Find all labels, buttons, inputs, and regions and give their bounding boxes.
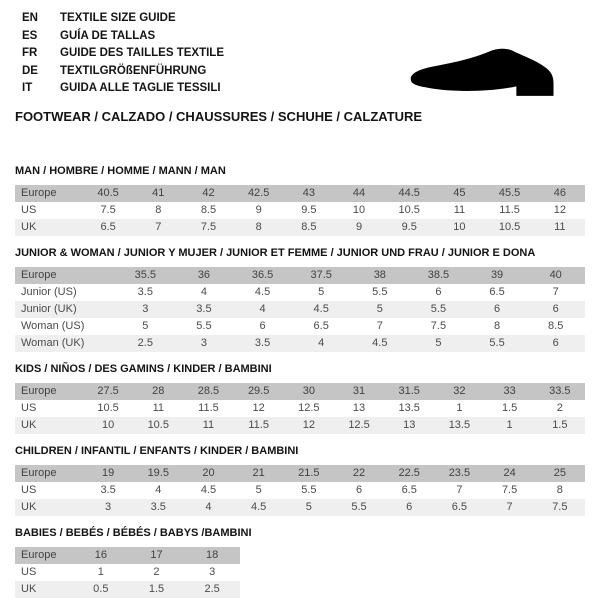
size-cell: 6	[259, 320, 266, 332]
size-cell: 21	[252, 467, 265, 479]
row-label: US	[21, 402, 37, 414]
table-row	[15, 383, 585, 400]
size-cell: 5	[318, 286, 325, 298]
section-title-children: CHILDREN / INFANTIL / ENFANTS / KINDER / BAMBINI	[15, 445, 299, 457]
size-cell: 42.5	[247, 187, 270, 199]
size-cell: 22	[352, 467, 366, 479]
language-code: ES	[22, 29, 38, 42]
language-row	[22, 45, 224, 63]
row-label: UK	[21, 583, 37, 595]
row-label: Woman (US)	[21, 320, 85, 332]
language-row	[22, 28, 224, 46]
size-cell: 13	[352, 402, 366, 414]
size-cell: 8	[556, 484, 563, 496]
size-cell: 1	[506, 419, 513, 431]
size-cell: 7.5	[200, 221, 217, 233]
size-table-children	[15, 465, 585, 516]
size-cell: 6.5	[100, 221, 116, 233]
size-cell: 10.5	[498, 221, 521, 233]
size-cell: 3.5	[196, 303, 212, 315]
size-cell: 9	[355, 221, 363, 233]
size-cell: 5.5	[301, 484, 317, 496]
size-cell: 19.5	[147, 467, 169, 479]
size-cell: 10	[453, 221, 466, 233]
size-table-kids	[15, 383, 585, 434]
size-cell: 3	[105, 501, 112, 513]
language-label: GUIDE DES TAILLES TEXTILE	[60, 47, 224, 60]
size-cell: 10.5	[147, 419, 169, 431]
language-code: FR	[22, 47, 38, 60]
size-cell: 43	[302, 187, 315, 199]
size-cell: 3	[209, 566, 216, 578]
size-cell: 5.5	[489, 337, 505, 349]
size-cell: 10.5	[398, 204, 420, 216]
size-cell: 7.5	[552, 501, 568, 513]
size-cell: 13.5	[448, 419, 471, 431]
size-cell: 7.5	[430, 320, 447, 332]
size-cell: 36	[197, 269, 211, 281]
size-cell: 6.5	[451, 501, 468, 513]
language-label: GUÍA DE TALLAS	[60, 29, 156, 42]
row-label: UK	[21, 501, 37, 513]
size-cell: 4	[259, 303, 266, 315]
row-label: UK	[21, 419, 37, 431]
size-cell: 4.5	[254, 286, 271, 298]
shoe-icon	[392, 25, 582, 120]
size-cell: 39	[490, 269, 504, 281]
size-cell: 6	[494, 303, 501, 315]
table-row	[15, 284, 585, 301]
size-cell: 16	[94, 549, 107, 561]
row-label: Europe	[21, 269, 57, 281]
size-cell: 11	[453, 204, 466, 216]
size-cell: 8	[155, 204, 162, 216]
size-cell: 9	[255, 204, 262, 216]
size-cell: 18	[206, 549, 219, 561]
size-cell: 13	[403, 419, 416, 431]
language-row	[22, 10, 224, 28]
size-cell: 6.5	[489, 286, 505, 298]
size-cell: 4	[200, 286, 207, 298]
size-cell: 3.5	[254, 337, 271, 349]
size-cell: 4	[205, 501, 212, 513]
size-cell: 1.5	[552, 419, 568, 431]
size-cell: 8.5	[301, 221, 317, 233]
table-row	[15, 400, 585, 417]
size-cell: 27.5	[97, 385, 119, 397]
size-cell: 2.5	[204, 583, 220, 595]
size-cell: 28.5	[197, 385, 220, 397]
size-cell: 5	[376, 303, 383, 315]
size-cell: 25	[553, 467, 566, 479]
size-cell: 6	[355, 484, 363, 496]
size-cell: 0.5	[93, 583, 109, 595]
row-label: Europe	[21, 187, 57, 199]
size-cell: 4	[318, 337, 325, 349]
size-table-junior	[15, 267, 585, 352]
size-cell: 44.5	[398, 187, 420, 199]
size-cell: 12	[553, 204, 566, 216]
size-cell: 5.5	[430, 303, 447, 315]
size-cell: 29.5	[247, 385, 270, 397]
size-cell: 5	[305, 501, 312, 513]
size-cell: 5	[142, 320, 149, 332]
size-cell: 35.5	[134, 269, 157, 281]
size-cell: 23.5	[448, 467, 471, 479]
size-cell: 24	[503, 467, 516, 479]
size-cell: 40.5	[97, 187, 119, 199]
size-cell: 7.5	[100, 204, 116, 216]
size-cell: 40	[549, 269, 562, 281]
size-cell: 12	[252, 402, 265, 414]
size-cell: 28	[152, 385, 165, 397]
row-label: US	[21, 484, 37, 496]
size-cell: 4.5	[200, 484, 217, 496]
size-cell: 45	[453, 187, 466, 199]
size-cell: 6.5	[401, 484, 417, 496]
table-row	[15, 499, 585, 516]
table-row	[15, 417, 585, 434]
size-cell: 1.5	[148, 583, 165, 595]
size-cell: 10	[101, 419, 115, 431]
size-cell: 7.5	[501, 484, 518, 496]
table-row	[15, 581, 240, 598]
size-cell: 12.5	[348, 419, 370, 431]
size-cell: 3	[200, 337, 207, 349]
row-label: Junior (US)	[21, 286, 77, 298]
size-cell: 42	[202, 187, 215, 199]
section-title-man: MAN / HOMBRE / HOMME / MANN / MAN	[15, 165, 226, 177]
language-label: TEXTILE SIZE GUIDE	[60, 12, 176, 24]
table-row	[15, 482, 585, 499]
size-cell: 2.5	[137, 337, 153, 349]
size-table-babies	[15, 547, 240, 598]
size-cell: 7	[506, 501, 513, 513]
size-cell: 8.5	[548, 320, 564, 332]
category-line: FOOTWEAR / CALZADO / CHAUSSURES / SCHUHE / CALZATURE	[15, 109, 423, 124]
row-label: Woman (UK)	[21, 337, 85, 349]
language-list	[22, 10, 224, 98]
size-cell: 2	[153, 566, 160, 578]
size-cell: 19	[101, 467, 115, 479]
size-cell: 1	[456, 402, 463, 414]
size-cell: 41	[152, 187, 165, 199]
size-cell: 6	[552, 337, 559, 349]
size-cell: 45.5	[498, 187, 521, 199]
size-cell: 38	[373, 269, 386, 281]
size-cell: 33.5	[549, 385, 571, 397]
language-code: IT	[22, 82, 33, 95]
size-cell: 7	[155, 221, 162, 233]
table-row	[15, 267, 585, 284]
size-cell: 6	[435, 286, 442, 298]
size-cell: 6	[552, 303, 559, 315]
language-row	[22, 80, 224, 98]
size-cell: 31.5	[398, 385, 420, 397]
row-label: US	[21, 566, 37, 578]
size-cell: 30	[302, 385, 315, 397]
row-label: Europe	[21, 467, 57, 479]
row-label: Europe	[21, 385, 57, 397]
size-cell: 9.5	[301, 204, 317, 216]
language-label: TEXTILGRÖßENFÜHRUNG	[60, 64, 207, 77]
size-cell: 10	[352, 204, 366, 216]
size-cell: 1.5	[501, 402, 518, 414]
size-table-man	[15, 185, 585, 236]
language-code: EN	[22, 12, 38, 24]
table-row	[15, 318, 585, 335]
size-cell: 5.5	[196, 320, 212, 332]
size-cell: 3.5	[100, 484, 116, 496]
size-cell: 21.5	[298, 467, 320, 479]
section-title-babies: BABIES / BEBÉS / BÉBÉS / BABYS /BAMBINI	[15, 527, 252, 539]
size-tables	[0, 165, 600, 600]
size-cell: 5	[255, 484, 262, 496]
size-cell: 11.5	[198, 402, 219, 414]
size-cell: 20	[202, 467, 215, 479]
row-label: US	[21, 204, 37, 216]
language-code: DE	[22, 64, 38, 77]
section-title-kids: KIDS / NIÑOS / DES GAMINS / KINDER / BAMBINI	[15, 363, 272, 375]
row-label: UK	[21, 221, 37, 233]
size-cell: 17	[150, 549, 163, 561]
row-label: Junior (UK)	[21, 303, 77, 315]
size-cell: 31	[352, 385, 366, 397]
table-row	[15, 301, 585, 318]
section-title-junior: JUNIOR & WOMAN / JUNIOR Y MUJER / JUNIOR ET FEMME / JUNIOR UND FRAU / JUNIOR E DONA	[15, 247, 536, 259]
size-cell: 5.5	[372, 286, 388, 298]
table-row	[15, 185, 585, 202]
language-label: GUIDA ALLE TAGLIE TESSILI	[60, 82, 221, 95]
size-cell: 6	[406, 501, 413, 513]
table-row	[15, 547, 240, 564]
table-row	[15, 465, 585, 482]
table-row	[15, 335, 585, 352]
table-row	[15, 202, 585, 219]
size-cell: 5.5	[351, 501, 367, 513]
size-cell: 7	[456, 484, 463, 496]
size-cell: 33	[503, 385, 516, 397]
size-cell: 8.5	[200, 204, 217, 216]
size-cell: 4.5	[251, 501, 267, 513]
size-cell: 8	[255, 221, 262, 233]
size-cell: 7	[552, 286, 559, 298]
size-cell: 3.5	[150, 501, 166, 513]
size-cell: 4.5	[313, 303, 329, 315]
size-cell: 44	[352, 187, 366, 199]
size-cell: 38.5	[427, 269, 450, 281]
size-cell: 4	[155, 484, 162, 496]
size-cell: 6.5	[313, 320, 329, 332]
size-cell: 11	[202, 419, 215, 431]
size-cell: 10.5	[97, 402, 119, 414]
size-cell: 11.5	[499, 204, 520, 216]
size-cell: 11.5	[248, 419, 269, 431]
size-cell: 32	[453, 385, 466, 397]
size-cell: 3.5	[137, 286, 153, 298]
size-cell: 12.5	[298, 402, 320, 414]
size-cell: 5	[435, 337, 442, 349]
size-cell: 36.5	[251, 269, 274, 281]
size-cell: 37.5	[310, 269, 332, 281]
size-cell: 2	[556, 402, 563, 414]
size-cell: 7	[376, 320, 383, 332]
size-cell: 3	[142, 303, 149, 315]
size-cell: 22.5	[398, 467, 420, 479]
size-cell: 9.5	[401, 221, 417, 233]
size-cell: 4.5	[372, 337, 388, 349]
table-row	[15, 219, 585, 236]
size-cell: 11	[554, 221, 566, 233]
size-cell: 13.5	[398, 402, 420, 414]
size-cell: 12	[302, 419, 315, 431]
row-label: Europe	[21, 549, 57, 561]
size-cell: 11	[152, 402, 164, 414]
language-row	[22, 63, 224, 81]
size-cell: 8	[494, 320, 501, 332]
table-row	[15, 564, 240, 581]
size-cell: 46	[553, 187, 566, 199]
size-cell: 1	[97, 566, 104, 578]
